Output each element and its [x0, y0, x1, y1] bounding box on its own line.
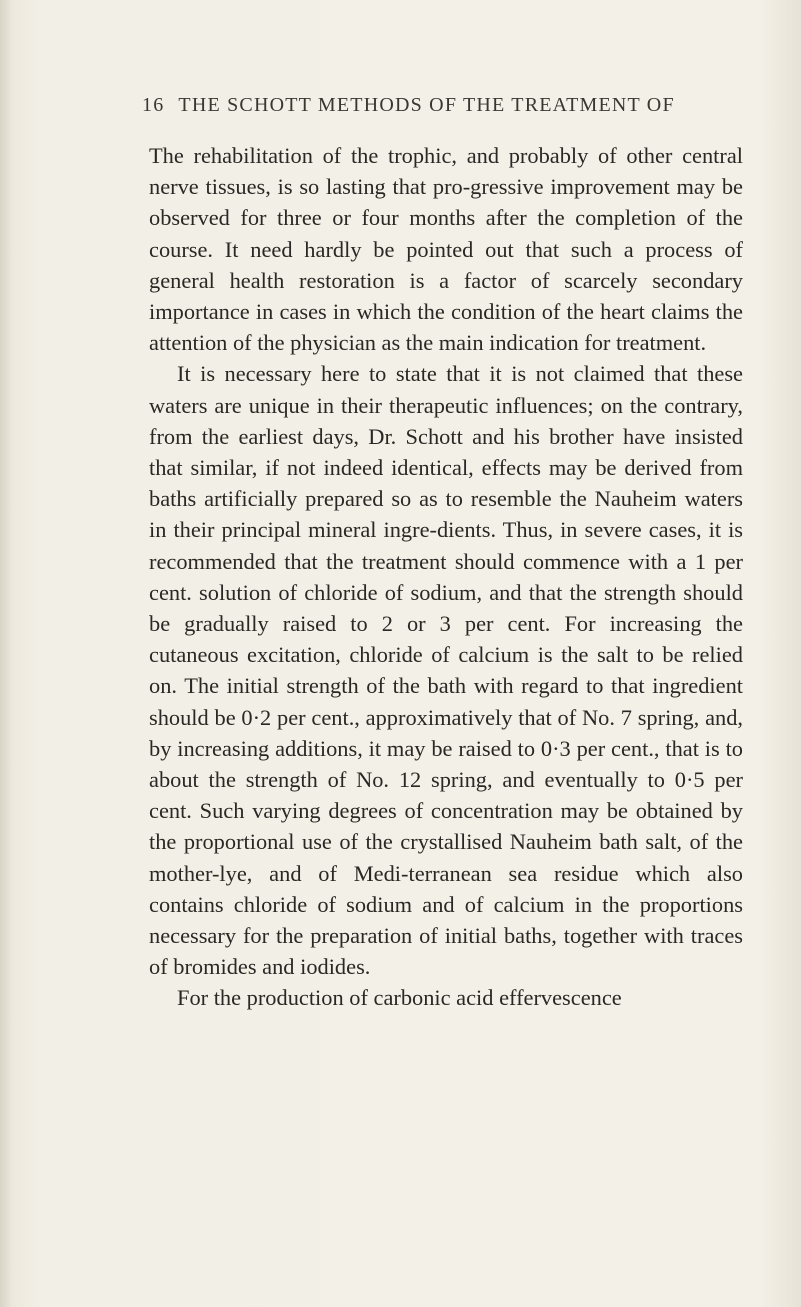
paragraph-3: For the production of carbonic acid effervescence [177, 985, 622, 1011]
paragraph-1: The rehabilitation of the trophic, and probably of other central nerve tissues, is so lasting that pro-gressive improvement may be observed for three or four months after the completion of the course. It need hardly be pointed out that such a process of general health restoration is a factor of scarcely secondary importance in cases in which the condition of the heart claims the attention of the physician as the main indication for treatment. [149, 143, 743, 356]
running-title: THE SCHOTT METHODS OF THE TREATMENT OF [178, 94, 675, 116]
page-number: 16 [142, 94, 165, 116]
page-gutter-shadow [0, 0, 12, 1307]
running-header [142, 94, 742, 117]
paragraph-2: It is necessary here to state that it is not claimed that these waters are unique in their therapeutic influences; on the contrary, from the earliest days, Dr. Schott and his brother have insisted that similar, if not indeed identical, effects may be derived from baths artificially prepared so as to resemble the Nauheim waters in their principal mineral ingre-dients. Thus, in severe cases, it is recommended that the treatment should commence with a 1 per cent. solution of chloride of sodium, and that the strength should be gradually raised to 2 or 3 per cent. For increasing the cutaneous excitation, chloride of calcium is the salt to be relied on. The initial strength of the bath with regard to that ingredient should be 0·2 per cent., approximatively that of No. 7 spring, and, by increasing additions, it may be raised to 0·3 per cent., that is to about the strength of No. 12 spring, and eventually to 0·5 per cent. Such varying degrees of concentration may be obtained by the proportional use of the crystallised Nauheim bath salt, of the mother-lye, and of Medi-terranean sea residue which also contains chloride of sodium and of calcium in the proportions necessary for the preparation of initial baths, together with traces of bromides and iodides. [149, 361, 743, 980]
body-text [149, 140, 743, 1014]
